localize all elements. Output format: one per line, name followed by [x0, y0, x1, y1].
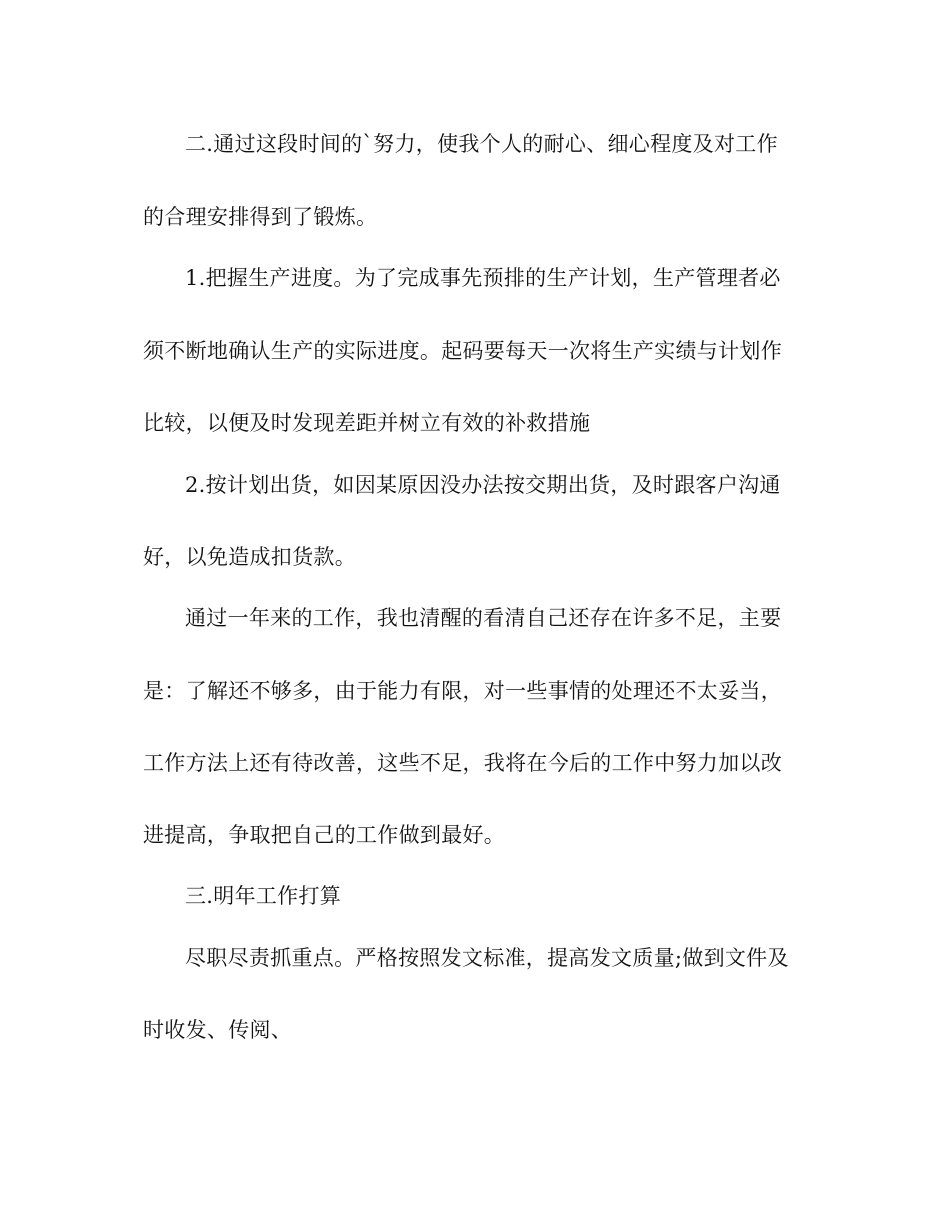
section-heading: 三.明年工作打算 [185, 884, 342, 908]
paragraph-line: 的合理安排得到了锻炼。 [143, 205, 378, 229]
paragraph-line: 进提高，争取把自己的工作做到最好。 [143, 823, 506, 847]
paragraph-line: 二.通过这段时间的`努力，使我个人的耐心、细心程度及对工作 [185, 132, 778, 156]
paragraph-line: 时收发、传阅、 [143, 1018, 293, 1042]
paragraph-line: 好，以免造成扣货款。 [143, 545, 356, 569]
paragraph-line: 比较，以便及时发现差距并树立有效的补救措施 [143, 411, 591, 435]
paragraph-line: 尽职尽责抓重点。严格按照发文标准，提高发文质量;做到文件及 [185, 946, 789, 970]
paragraph-line: 须不断地确认生产的实际进度。起码要每天一次将生产实绩与计划作 [143, 339, 782, 363]
paragraph-line: 工作方法上还有待改善，这些不足，我将在今后的工作中努力加以改 [143, 751, 782, 775]
paragraph-line: 1.把握生产进度。为了完成事先预排的生产计划，生产管理者必 [185, 266, 781, 290]
paragraph-line: 是：了解还不够多，由于能力有限，对一些事情的处理还不太妥当， [143, 679, 782, 703]
paragraph-line: 通过一年来的工作，我也清醒的看清自己还存在许多不足，主要 [185, 606, 782, 630]
paragraph-line: 2.按计划出货，如因某原因没办法按交期出货，及时跟客户沟通 [185, 473, 781, 497]
